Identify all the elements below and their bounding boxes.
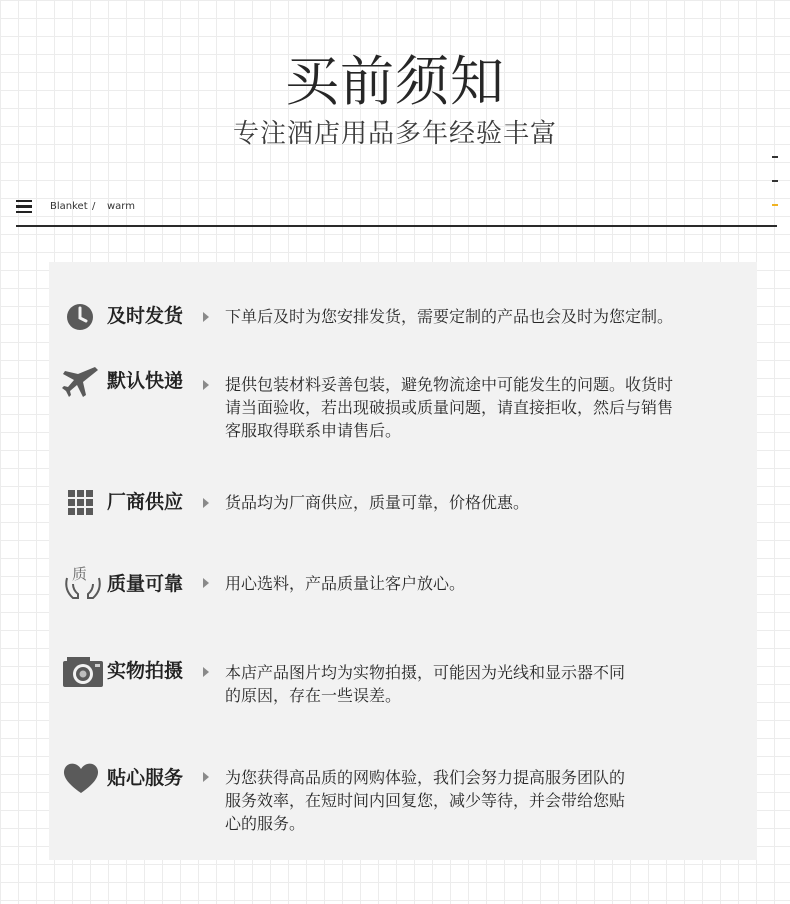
arrow-right-icon [203,498,209,508]
arrow-right-icon [203,772,209,782]
notice-title: 默认快递 [107,370,184,392]
notice-text: 本店产品图片均为实物拍摄，可能因为光线和显示器不同 的原因，存在一些误差。 [225,663,626,705]
notice-text: 下单后及时为您安排发货，需要定制的产品也会及时为您定制。 [225,307,674,326]
breadcrumb [16,192,777,226]
page-title: 买前须知 [285,50,505,113]
arrow-right-icon [203,380,209,390]
notice-text: 为您获得高品质的网购体验，我们会努力提高服务团队的 服务效率，在短时间内回复您，减少等待，并会带给您贴 心的服务。 [225,768,626,833]
airplane-icon [61,364,105,404]
page-subtitle: 专注酒店用品多年经验丰富 [232,119,557,149]
factory-grid-icon [61,486,105,526]
notice-text: 用心选料，产品质量让客户放心。 [225,574,466,593]
notice-title: 厂商供应 [107,491,184,513]
notice-title: 贴心服务 [107,767,184,789]
breadcrumb-underline [16,225,777,227]
notice-text: 货品均为厂商供应，质量可靠，价格优惠。 [225,493,530,512]
dash-mark [772,156,778,158]
camera-icon [61,654,105,694]
quality-hands-icon [61,560,105,600]
notice-text: 提供包装材料妥善包装，避免物流途中可能发生的问题。收货时 请当面验收，若出现破损或质量问题，请直接拒收，然后与销售 客服取得联系申请售后。 [225,375,674,440]
breadcrumb-separator: / [92,201,96,212]
notice-title: 实物拍摄 [107,660,184,682]
arrow-right-icon [203,667,209,677]
notice-title: 及时发货 [107,305,184,327]
svg-text:质: 质 [72,565,88,583]
breadcrumb-item-blanket[interactable]: Blanket [50,201,88,212]
clock-icon [61,299,105,339]
breadcrumb-item-warm[interactable]: warm [107,201,135,212]
arrow-right-icon [203,312,209,322]
menu-icon[interactable] [16,200,32,213]
arrow-right-icon [203,578,209,588]
notice-panel [49,262,757,860]
dash-mark [772,180,778,182]
heart-icon [61,760,105,800]
notice-title: 质量可靠 [107,573,184,595]
